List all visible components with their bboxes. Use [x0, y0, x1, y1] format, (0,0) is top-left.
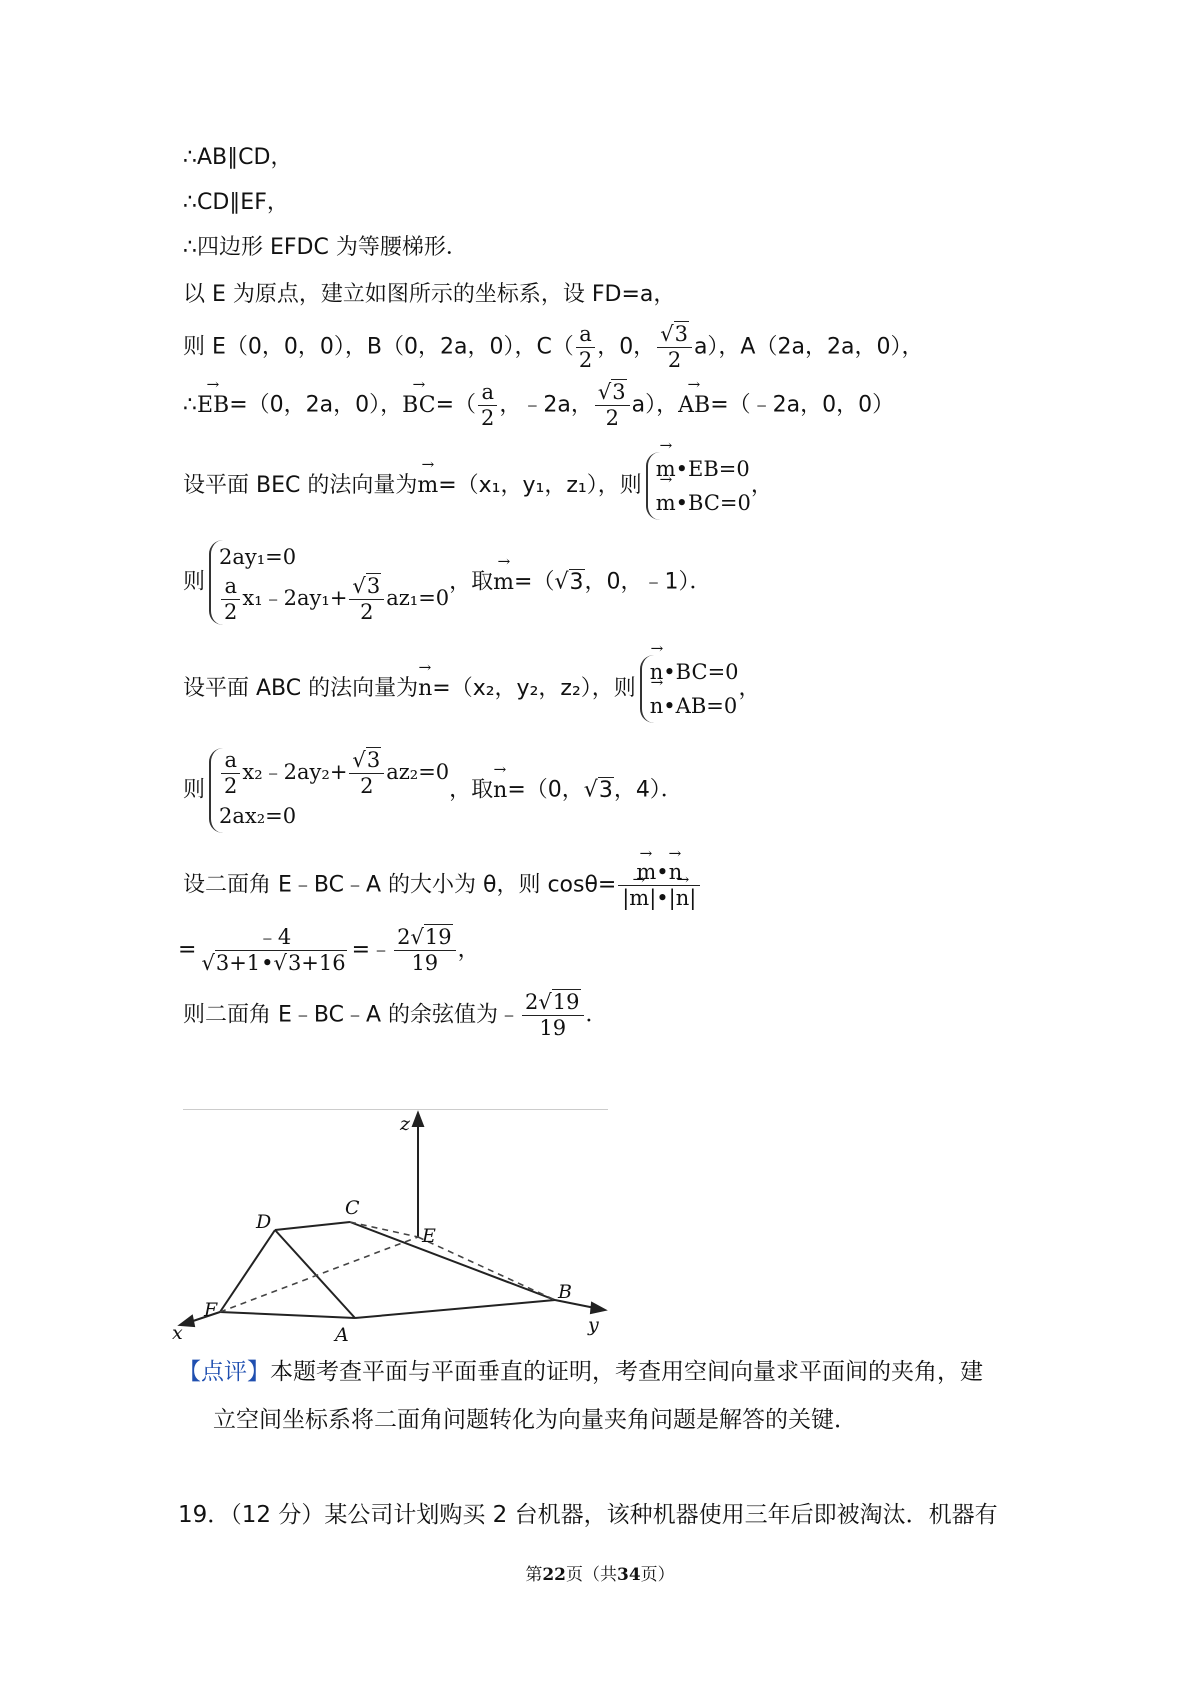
label-x: x — [172, 1322, 183, 1344]
equation: •AB=0 — [663, 694, 738, 718]
denominator: √3+1•√3+16 — [201, 951, 346, 975]
text: ，4）． — [613, 777, 683, 803]
text: ，取 — [449, 777, 494, 803]
coordinate-figure — [170, 1110, 630, 1355]
total-pages: 34 — [617, 1565, 641, 1585]
equation: •BC=0 — [675, 491, 751, 515]
vector-eb: → EB — [197, 391, 229, 421]
coefficient: 2 — [397, 925, 411, 949]
text: 设平面 ABC 的法向量为 — [183, 676, 419, 701]
vector-bc: → BC — [402, 391, 435, 421]
equation — [219, 574, 449, 625]
label-y: y — [588, 1314, 599, 1336]
numerator: √3 — [349, 574, 384, 600]
coefficient: 2 — [525, 990, 539, 1014]
comment-line-2 — [213, 1405, 857, 1435]
label-a: A — [335, 1324, 349, 1346]
denominator: 2 — [578, 348, 593, 372]
line-normal-m: 设平面 BEC 的法向量为→ m=（x₁，y₁，z₁），则 → m•EB=0 → m•BC=0 ， — [183, 452, 773, 520]
radicand: 19 — [424, 925, 452, 949]
text: =（0，2a，0）， — [229, 392, 403, 418]
line-cos-answer — [183, 990, 608, 1041]
footer-text: 第 — [525, 1565, 543, 1585]
line-cd-parallel-ef: ∴CD∥EF， — [183, 190, 289, 215]
edge-fd — [220, 1230, 275, 1312]
line-coordinates — [183, 322, 923, 373]
edge-dc — [275, 1222, 350, 1230]
label-f: F — [204, 1299, 218, 1321]
comment-line-1 — [178, 1357, 983, 1387]
equation-system — [646, 452, 751, 520]
text: =（x₁，y₁，z₁），则 — [438, 473, 642, 498]
edge-eb-hidden — [418, 1237, 555, 1300]
vector-m: → m — [629, 886, 649, 911]
fraction — [394, 925, 456, 976]
vector-m: → m — [417, 471, 438, 501]
vector-n: → n — [676, 886, 690, 911]
denominator: 2 — [481, 406, 495, 430]
problem-19-intro: 19．（12 分）某公司计划购买 2 台机器，该种机器使用三年后即被淘汰．机器有 — [178, 1502, 998, 1528]
edge-fe-hidden — [220, 1237, 418, 1312]
comment-text: 立空间坐标系将二面角问题转化为向量夹角问题是解答的关键． — [213, 1407, 857, 1433]
text: =（﹣2a，0，0） — [710, 392, 895, 418]
label-z: z — [400, 1113, 411, 1135]
term: az₁=0 — [386, 586, 450, 610]
text: ，取 — [449, 569, 494, 595]
vector-n: → n — [669, 860, 683, 885]
denominator: |→ m|•|→ n| — [619, 886, 699, 911]
equation: •BC=0 — [663, 660, 739, 684]
y-axis-arrow — [591, 1303, 605, 1313]
line-solve-m: 则 2ay₁=0 $\frac{a}{2}$ x₁﹣2ay₁+ $\frac{√3}{2}$ az₁=0 ，取→ m=（√3，0，﹣1）． — [183, 540, 712, 625]
denominator: 2 — [360, 600, 374, 624]
vector-n: → n — [493, 776, 507, 806]
radicand: 3+1 — [215, 951, 261, 975]
vector-n: → n — [650, 655, 664, 689]
numerator: a — [221, 574, 240, 600]
z-axis-arrow — [413, 1113, 423, 1126]
equation-system — [209, 748, 449, 833]
text: =（0， — [507, 777, 584, 803]
text: = — [178, 937, 197, 963]
text: ， — [457, 937, 480, 963]
radicand: 3+16 — [287, 951, 346, 975]
radicand: 3 — [674, 322, 688, 346]
radicand: 19 — [552, 990, 580, 1014]
page-number: 22 — [542, 1565, 566, 1585]
numerator: √3 — [657, 322, 692, 348]
line-normal-n: 设平面 ABC 的法向量为→ n=（x₂，y₂，z₂），则 → n•BC=0 → n•AB=0 ， — [183, 655, 761, 723]
equation — [219, 748, 449, 799]
line-origin-setup: 以 E 为原点，建立如图所示的坐标系，设 FD=a， — [183, 282, 676, 307]
label-b: B — [558, 1281, 572, 1303]
numerator: a — [478, 380, 497, 406]
text: =（ — [435, 392, 477, 418]
text: ，﹣2a， — [499, 392, 593, 418]
dot: • — [656, 860, 669, 884]
vector-m: → m — [656, 452, 676, 486]
vector-n: → n — [418, 674, 432, 704]
text: 则 — [183, 569, 206, 595]
fraction — [221, 574, 240, 625]
fraction — [221, 748, 240, 799]
dot: • — [261, 951, 274, 975]
radicand: 3 — [366, 574, 381, 598]
equation-system — [209, 540, 449, 625]
text: =﹣ — [351, 937, 393, 963]
line-ab-parallel-cd: ∴AB∥CD， — [183, 145, 293, 170]
system-row — [650, 689, 739, 723]
term: x₂﹣2ay₂+ — [242, 760, 348, 784]
fraction — [576, 322, 595, 373]
fraction — [349, 748, 384, 799]
line-trapezoid: ∴四边形 EFDC 为等腰梯形． — [183, 235, 468, 260]
text: 则二面角 E﹣BC﹣A 的余弦值为﹣ — [183, 1002, 521, 1028]
numerator: 2√19 — [394, 925, 456, 951]
separator: |•| — [649, 886, 676, 910]
vector-m: → m — [493, 568, 514, 598]
radicand: 3 — [366, 748, 381, 772]
text: =（ — [514, 569, 555, 595]
equation: 2ax₂=0 — [219, 804, 297, 828]
edge-da — [275, 1230, 355, 1318]
text: a），A（2a，2a，0）， — [693, 334, 924, 360]
line-vectors — [183, 380, 894, 431]
comment-text: 本题考查平面与平面垂直的证明，考查用空间向量求平面间的夹角，建 — [270, 1359, 983, 1385]
numerator: √3 — [595, 380, 630, 406]
label-e: E — [422, 1225, 436, 1247]
term: az₂=0 — [386, 760, 450, 784]
radicand: 3 — [612, 380, 626, 404]
fraction — [349, 574, 384, 625]
text: 设平面 BEC 的法向量为 — [183, 473, 418, 498]
text: 设二面角 E﹣BC﹣A 的大小为 θ，则 cosθ= — [183, 872, 617, 898]
edge-fa — [220, 1312, 355, 1318]
denominator: 2 — [224, 600, 238, 624]
term: x₁﹣2ay₁+ — [242, 586, 348, 610]
fraction — [657, 322, 692, 373]
footer-text: 页（共 — [566, 1565, 617, 1585]
vector-ab: → AB — [678, 391, 710, 421]
text: ． — [585, 1002, 608, 1028]
vector-m: → m — [636, 860, 656, 885]
denominator: 19 — [411, 951, 439, 975]
denominator: 2 — [667, 348, 682, 372]
text: ，0， — [597, 334, 656, 360]
radicand: 3 — [598, 777, 613, 803]
numerator: a — [576, 322, 595, 348]
equation: 2ay₁=0 — [219, 545, 297, 569]
equation: •EB=0 — [675, 457, 750, 481]
text: 则 — [183, 777, 206, 803]
equation-system — [640, 655, 739, 723]
numerator: √3 — [349, 748, 384, 774]
denominator: 19 — [539, 1016, 567, 1040]
line-cos-theta — [183, 860, 702, 911]
radicand: 3 — [569, 569, 584, 595]
vector-n: → n — [650, 689, 664, 723]
edge-ab — [355, 1300, 555, 1318]
text: =（x₂，y₂，z₂），则 — [432, 676, 636, 701]
text: a）， — [631, 392, 679, 418]
fraction — [595, 380, 630, 431]
line-cos-value — [178, 925, 480, 976]
numerator: ﹣4 — [254, 925, 294, 951]
system-row — [656, 486, 751, 520]
text: ∴ — [183, 392, 197, 418]
footer-text: 页） — [640, 1565, 675, 1585]
edge-cb — [350, 1222, 555, 1300]
fraction — [522, 990, 584, 1041]
numerator: a — [221, 748, 240, 774]
text: ，0，﹣1）． — [584, 569, 712, 595]
page-footer — [0, 1560, 1200, 1585]
fraction — [198, 925, 349, 976]
text: 则 E（0，0，0），B（0，2a，0），C（ — [183, 334, 574, 360]
denominator: 2 — [360, 774, 374, 798]
denominator: 2 — [224, 774, 238, 798]
numerator: 2√19 — [522, 990, 584, 1016]
label-d: D — [256, 1211, 272, 1233]
fraction — [478, 380, 497, 431]
line-solve-n: 则 $\frac{a}{2}$ x₂﹣2ay₂+ $\frac{√3}{2}$ az₂=0 2ax₂=0 ，取→ n=（0，√3，4）． — [183, 748, 683, 833]
comment-tag: 【点评】 — [178, 1359, 270, 1385]
denominator: 2 — [605, 406, 619, 430]
fraction — [618, 860, 700, 911]
vector-m: → m — [656, 486, 676, 520]
label-c: C — [345, 1197, 360, 1219]
